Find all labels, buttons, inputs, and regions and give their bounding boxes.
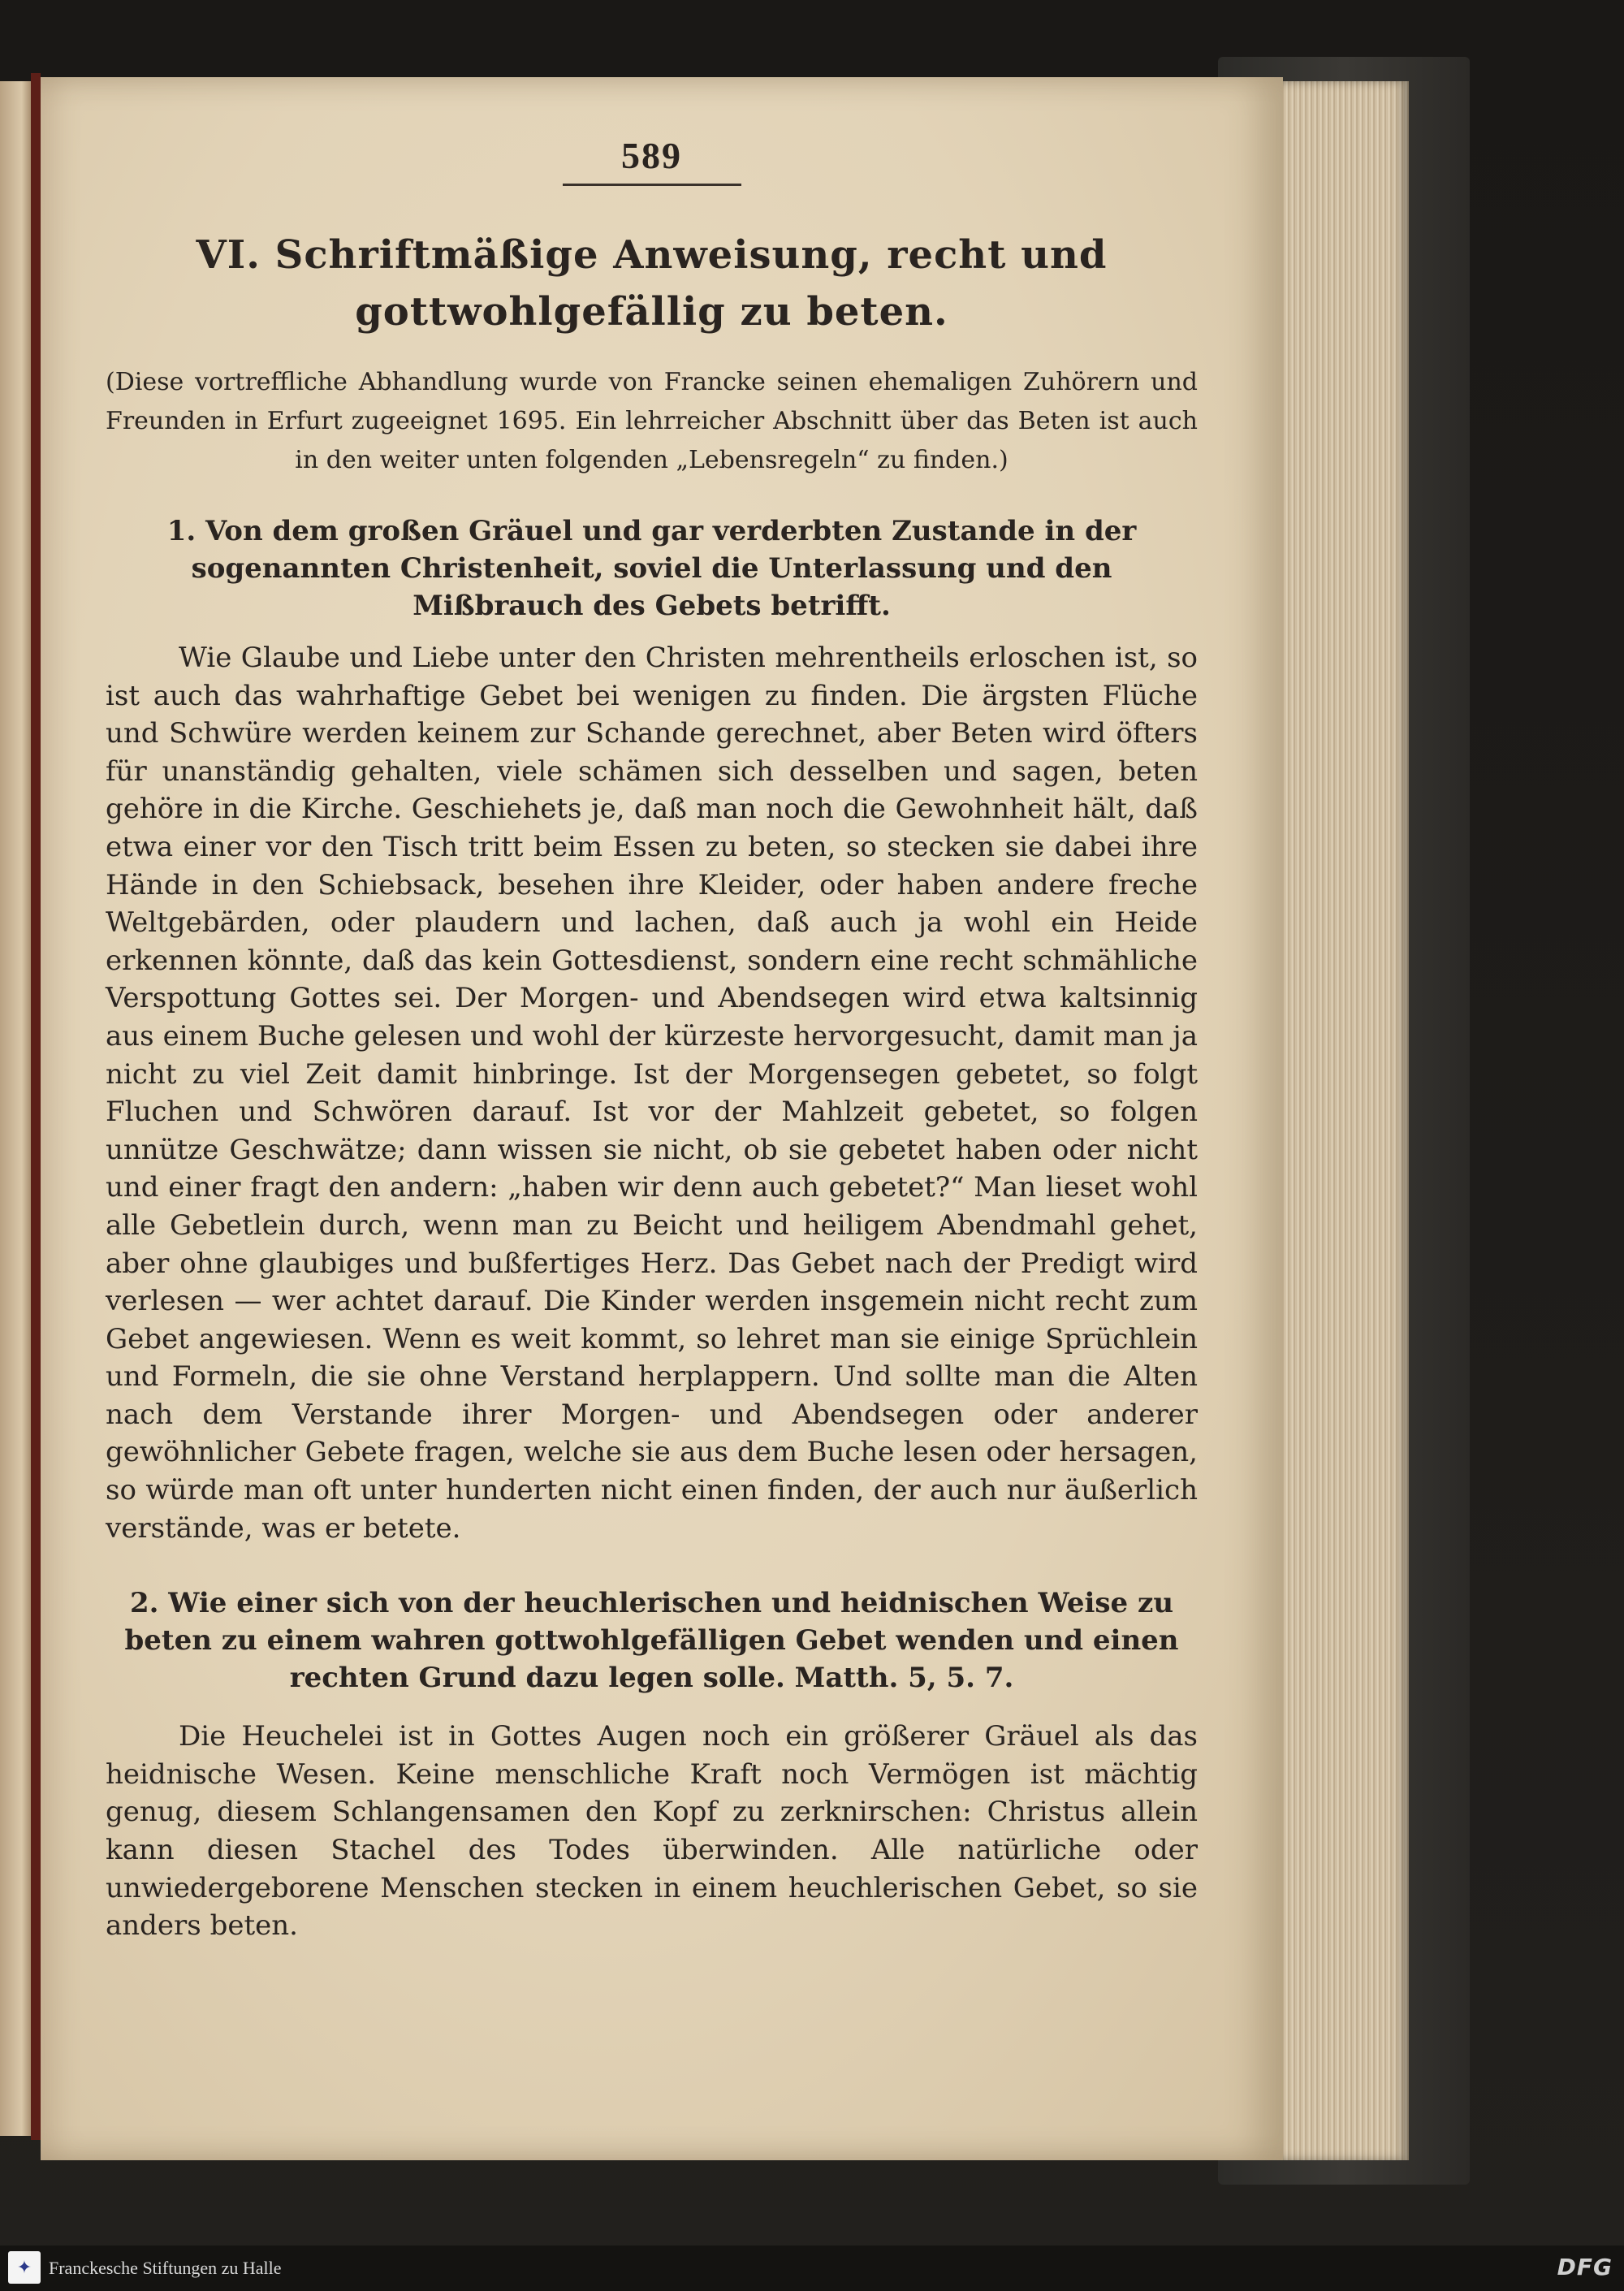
page-content	[106, 134, 1198, 1945]
paragraph-1: Wie Glaube und Liebe unter den Christen mehrentheils erloschen ist, so ist auch das wahrhaftige Gebet bei wenigen zu finden. Die ärgsten Flüche und Schwüre werden keinem zur Schande gerechnet, aber Beten wird öfters für unanständig gehalten, viele schämen sich desselben und sagen, beten gehöre in die Kirche. Geschiehets je, daß man noch die Gewohnheit hält, daß etwa einer vor den Tisch tritt beim Essen zu beten, so stecken sie dabei ihre Hände in den Schiebsack, besehen ihre Kleider, oder haben andere freche Weltgebärden, oder plaudern und lachen, daß auch ja wohl ein Heide erkennen könnte, daß das kein Gottesdienst, sondern eine recht schmähliche Verspottung Gottes sei. Der Morgen- und Abendsegen wird etwa kaltsinnig aus einem Buche gelesen und wohl der kürzeste hervorgesucht, damit man ja nicht zu viel Zeit damit hinbringe. Ist der Morgensegen gebetet, so folgt Fluchen und Schwören darauf. Ist vor der Mahlzeit gebetet, so folgen unnütze Geschwätze; dann wissen sie nicht, ob sie gebetet haben oder nicht und einer fragt den andern: „haben wir denn auch gebetet?“ Man lieset wohl alle Gebetlein durch, wenn man zu Beicht und heiligem Abendmahl gehet, aber ohne glaubiges und bußfertiges Herz. Das Gebet nach der Predigt wird verlesen — wer achtet darauf. Die Kinder werden insgemein nicht recht zum Gebet angewiesen. Wenn es weit kommt, so lehret man sie einige Sprüchlein und Formeln, die sie ohne Verstand herplappern. Und sollte man die Alten nach dem Verstande ihrer Morgen- und Abendsegen oder anderer gewöhnlicher Gebete fragen, welche sie aus dem Buche lesen oder hersagen, so würde man oft unter hunderten nicht einen finden, der auch nur äußerlich verstände, was er betete.	[106, 642, 1198, 1545]
page-number-rule	[563, 184, 741, 186]
institution-credit: Franckesche Stiftungen zu Halle	[49, 2258, 282, 2278]
book-page	[41, 77, 1283, 2160]
paragraph-2: Die Heuchelei ist in Gottes Augen noch ein größerer Gräuel als das heidnische Wesen. Keine menschliche Kraft noch Vermögen ist mächtig genug, diesem Schlangensamen den Kopf zu zerknirschen: Christus allein kann diesen Stachel des Todes überwinden. Alle natürliche oder unwiedergeborene Menschen stecken in einem heuchlerischen Gebet, so sie anders beten.	[106, 1720, 1198, 1943]
left-page-edge	[0, 81, 31, 2136]
foundation-logo-icon: ✦	[8, 2251, 41, 2284]
binding-edge	[31, 73, 41, 2140]
page-number: 589	[621, 135, 682, 176]
page-stack-edge	[1279, 81, 1409, 2160]
heading-1: 1. Von dem großen Gräuel und gar verderbten Zustande in der sogenannten Christenheit, soviel die Unterlassung und den Mißbrauch des Gebets betrifft.	[166, 515, 1137, 622]
dfg-logo: DFG	[1557, 2254, 1613, 2280]
heading-2: 2. Wie einer sich von der heuchlerischen und heidnischen Weise zu beten zu einem wahren gottwohlgefälligen Gebet wenden und einen rechten Grund dazu legen solle. Matth. 5, 5. 7.	[124, 1587, 1179, 1695]
section-title: VI. Schriftmäßige Anweisung, recht und gottwohlgefällig zu beten.	[196, 232, 1108, 335]
editorial-note: (Diese vortreffliche Abhandlung wurde von Francke seinen ehemaligen Zuhörern und Freunden in Erfurt zugeeignet 1695. Ein lehrreicher Abschnitt über das Beten ist auch in den weiter unten folgenden „Lebensregeln“ zu finden.)	[106, 368, 1198, 474]
